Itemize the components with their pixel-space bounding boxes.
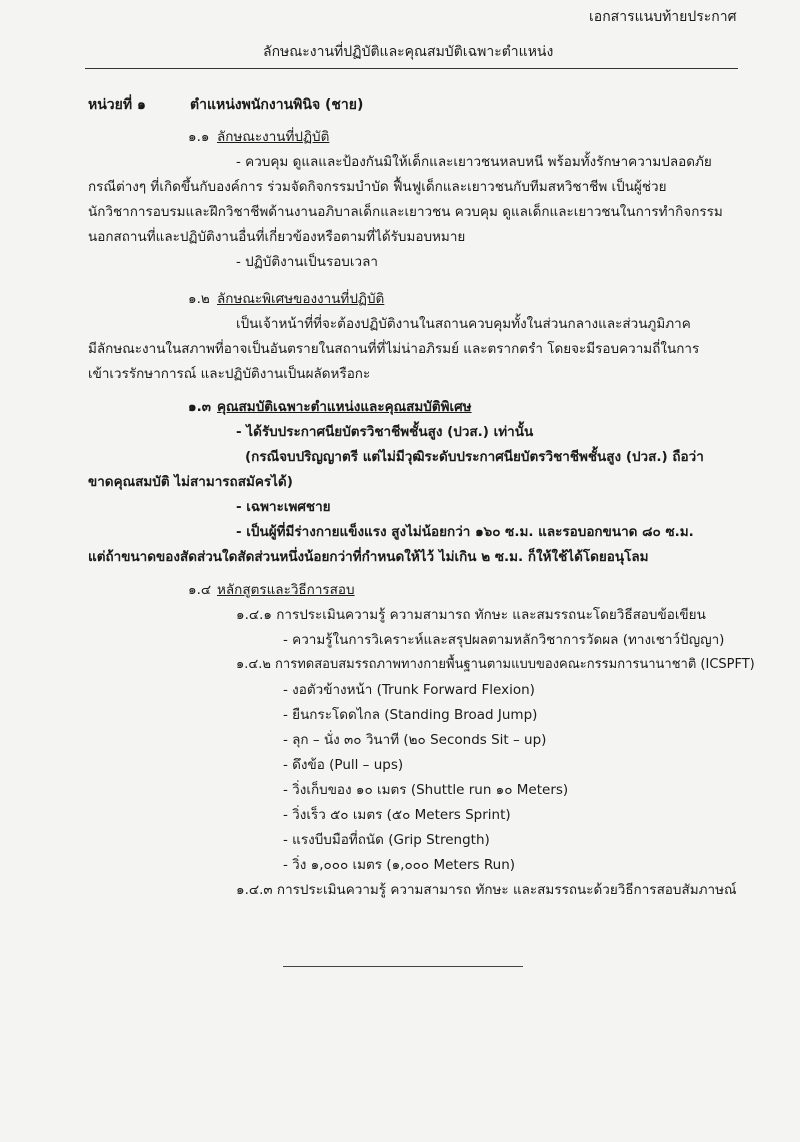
paragraph-line: - ควบคุม ดูแลและป้องกันมิให้เด็กและเยาวชนหลบหนี พร้อมทั้งรักษาความปลอดภัย [236, 154, 712, 170]
paragraph-line: เข้าเวรรักษาการณ์ และปฏิบัติงานเป็นผลัดหรือกะ [88, 366, 371, 382]
qualification-note: (กรณีจบปริญญาตรี แต่ไม่มีวุฒิระดับประกาศนียบัตรวิชาชีพชั้นสูง (ปวส.) ถือว่า [245, 449, 704, 465]
section-heading: คุณสมบัติเฉพาะตำแหน่งและคุณสมบัติพิเศษ [217, 399, 472, 415]
qualification-line: - ได้รับประกาศนียบัตรวิชาชีพชั้นสูง (ปวส.) เท่านั้น [236, 424, 534, 440]
section-heading: ลักษณะพิเศษของงานที่ปฏิบัติ [217, 291, 385, 307]
paragraph-line: นักวิชาการอบรมและฝึกวิชาชีพด้านงานอภิบาลเด็กและเยาวชน ควบคุม ดูแลเด็กและเยาวชนในการทำกิจกรรม [88, 204, 723, 220]
section-heading: หลักสูตรและวิธีการสอบ [217, 582, 355, 598]
fitness-test-item: - งอตัวข้างหน้า (Trunk Forward Flexion) [283, 682, 535, 698]
paragraph-line: นอกสถานที่และปฏิบัติงานอื่นที่เกี่ยวข้องหรือตามที่ได้รับมอบหมาย [88, 229, 466, 245]
title-underline [85, 68, 738, 69]
qualification-note: ขาดคุณสมบัติ ไม่สามารถสมัครได้) [88, 474, 293, 490]
exam-item: ๑.๔.๑ การประเมินความรู้ ความสามารถ ทักษะ และสมรรถนะโดยวิธีสอบข้อเขียน [236, 607, 706, 623]
section-number: ๑.๒ [188, 291, 210, 307]
section-heading: ลักษณะงานที่ปฏิบัติ [217, 129, 330, 145]
exam-item: ๑.๔.๓ การประเมินความรู้ ความสามารถ ทักษะ และสมรรถนะด้วยวิธีการสอบสัมภาษณ์ [236, 882, 737, 898]
qualification-line: - เฉพาะเพศชาย [236, 499, 331, 515]
section-number: ๑.๔ [188, 582, 212, 598]
paragraph-line: - ปฏิบัติงานเป็นรอบเวลา [236, 254, 378, 270]
exam-subitem: - ความรู้ในการวิเคราะห์และสรุปผลตามหลักวิชาการวัดผล (ทางเชาว์ปัญญา) [283, 632, 725, 648]
unit-label: หน่วยที่ ๑ [88, 97, 146, 113]
fitness-test-item: - ยืนกระโดดไกล (Standing Broad Jump) [283, 707, 538, 723]
paragraph-line: มีลักษณะงานในสภาพที่อาจเป็นอันตรายในสถานที่ที่ไม่น่าอภิรมย์ และตรากตรำ โดยจะมีรอบความถี่ในการ [88, 341, 700, 357]
fitness-test-item: - วิ่ง ๑,๐๐๐ เมตร (๑,๐๐๐ Meters Run) [283, 857, 516, 873]
end-divider [283, 966, 523, 967]
fitness-test-item: - ดึงข้อ (Pull – ups) [283, 757, 404, 773]
qualification-line: แต่ถ้าขนาดของสัดส่วนใดสัดส่วนหนึ่งน้อยกว่าที่กำหนดให้ไว้ ไม่เกิน ๒ ซ.ม. ก็ให้ใช้ได้โดยอนุโลม [88, 549, 649, 565]
paragraph-line: กรณีต่างๆ ที่เกิดขึ้นกับองค์การ ร่วมจัดกิจกรรมบำบัด ฟื้นฟูเด็กและเยาวชนกับทีมสหวิชาชีพ เป็นผู้ช่วย [88, 179, 667, 195]
fitness-test-item: - วิ่งเก็บของ ๑๐ เมตร (Shuttle run ๑๐ Meters) [283, 782, 569, 798]
paragraph-line: เป็นเจ้าหน้าที่ที่จะต้องปฏิบัติงานในสถานควบคุมทั้งในส่วนกลางและส่วนภูมิภาค [236, 316, 691, 332]
exam-item: ๑.๔.๒ การทดสอบสมรรถภาพทางกายพื้นฐานตามแบบของคณะกรรมการนานาชาติ (ICSPFT) [236, 657, 755, 672]
fitness-test-item: - แรงบีบมือที่ถนัด (Grip Strength) [283, 832, 490, 848]
fitness-test-item: - ลุก – นั่ง ๓๐ วินาที (๒๐ Seconds Sit – up) [283, 732, 547, 748]
section-number: ๑.๑ [188, 129, 210, 145]
section-number: ๑.๓ [188, 399, 211, 415]
fitness-test-item: - วิ่งเร็ว ๕๐ เมตร (๕๐ Meters Sprint) [283, 807, 511, 823]
qualification-line: - เป็นผู้ที่มีร่างกายแข็งแรง สูงไม่น้อยกว่า ๑๖๐ ซ.ม. และรอบอกขนาด ๘๐ ซ.ม. [236, 524, 694, 540]
attachment-note: เอกสารแนบท้ายประกาศ [589, 9, 737, 25]
document-title: ลักษณะงานที่ปฏิบัติและคุณสมบัติเฉพาะตำแหน่ง [263, 44, 554, 60]
unit-position: ตำแหน่งพนักงานพินิจ (ชาย) [190, 97, 364, 113]
